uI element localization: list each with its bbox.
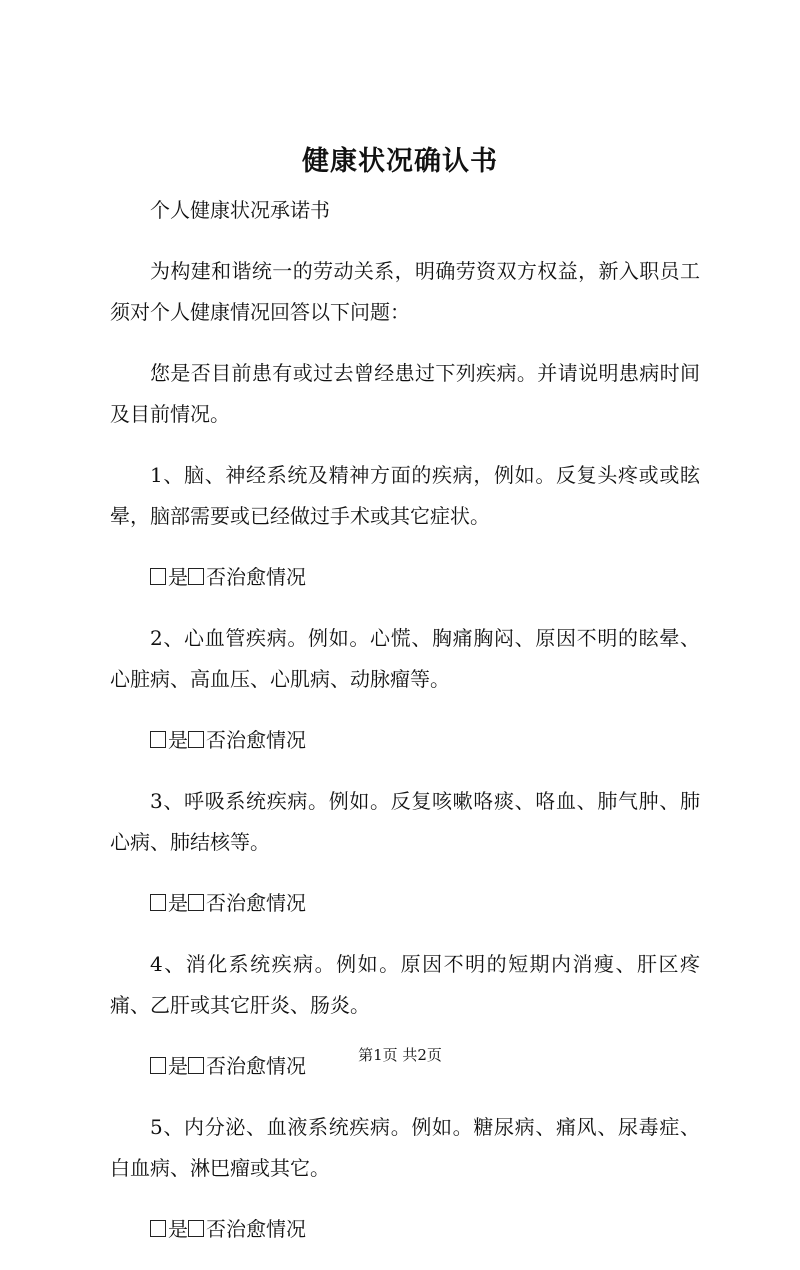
intro-paragraph: 为构建和谐统一的劳动关系，明确劳资双方权益，新入职员工须对个人健康情况回答以下问题：: [110, 259, 700, 324]
disease-item-1: 1、脑、神经系统及精神方面的疾病，例如。反复头疼或或眩晕，脑部需要或已经做过手术或其它症状。: [110, 463, 700, 528]
disease-item-2: 2、心血管疾病。例如。心慌、胸痛胸闷、原因不明的眩晕、心脏病、高血压、心肌病、动脉瘤等。: [110, 626, 700, 691]
yes-checkbox[interactable]: [150, 1220, 166, 1237]
no-label: 否治愈情况: [206, 728, 306, 752]
document-title: 健康状况确认书: [302, 146, 498, 177]
document-subtitle: 个人健康状况承诺书: [150, 198, 330, 222]
yes-label: 是: [168, 728, 188, 752]
answer-row-3: [110, 883, 700, 924]
yes-label: 是: [168, 1217, 188, 1241]
no-checkbox[interactable]: [188, 568, 204, 585]
document-body: [110, 190, 700, 1270]
no-checkbox[interactable]: [188, 731, 204, 748]
no-label: 否治愈情况: [206, 891, 306, 915]
no-label: 否治愈情况: [206, 565, 306, 589]
page-footer: 第1页 共2页: [358, 1046, 442, 1064]
yes-checkbox[interactable]: [150, 894, 166, 911]
yes-label: 是: [168, 1054, 188, 1078]
disease-item-4: 4、消化系统疾病。例如。原因不明的短期内消瘦、肝区疼痛、乙肝或其它肝炎、肠炎。: [110, 952, 700, 1017]
answer-row-1: [110, 557, 700, 598]
question-intro-paragraph: 您是否目前患有或过去曾经患过下列疾病。并请说明患病时间及目前情况。: [110, 361, 700, 426]
no-label: 否治愈情况: [206, 1054, 306, 1078]
answer-row-2: [110, 720, 700, 761]
yes-checkbox[interactable]: [150, 731, 166, 748]
yes-label: 是: [168, 891, 188, 915]
disease-item-5: 5、内分泌、血液系统疾病。例如。糖尿病、痛风、尿毒症、白血病、淋巴瘤或其它。: [110, 1115, 700, 1180]
no-label: 否治愈情况: [206, 1217, 306, 1241]
answer-row-5: [110, 1209, 700, 1250]
no-checkbox[interactable]: [188, 1220, 204, 1237]
yes-checkbox[interactable]: [150, 568, 166, 585]
no-checkbox[interactable]: [188, 894, 204, 911]
disease-item-3: 3、呼吸系统疾病。例如。反复咳嗽咯痰、咯血、肺气肿、肺心病、肺结核等。: [110, 789, 700, 854]
yes-label: 是: [168, 565, 188, 589]
